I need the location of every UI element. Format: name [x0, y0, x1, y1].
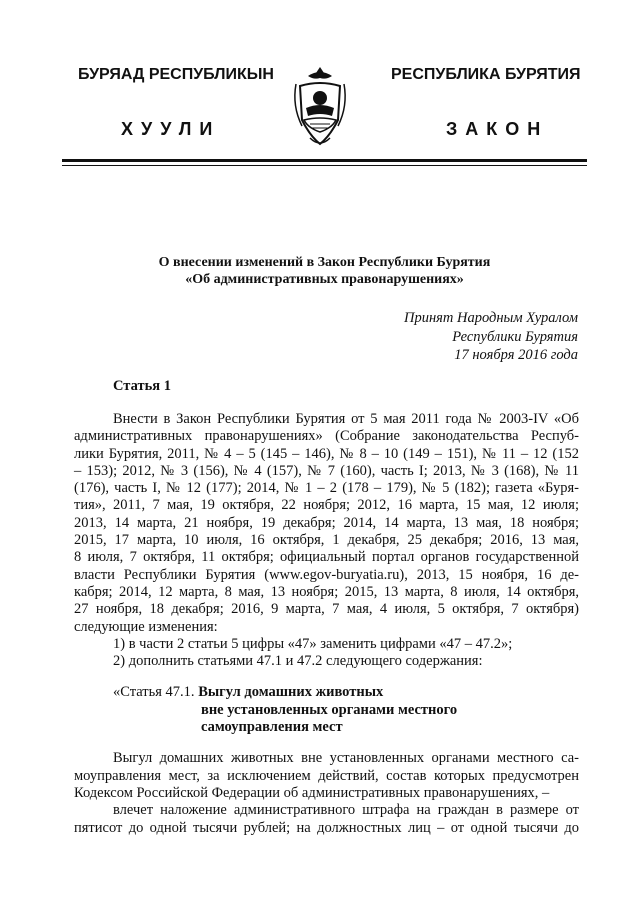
paragraph-line: лики Бурятия, 2011, № 4 – 5 (145 – 146), № 8 – 10 (149 – 151), № 11 – 12 (152: [74, 445, 579, 462]
paragraph-line: кабря; 2014, 12 марта, 8 мая, 13 ноября; 2015, 13 марта, 8 июля, 14 октября,: [74, 583, 579, 600]
inserted-paragraph-line: влечет наложение административного штрафа на граждан в размере от: [113, 802, 579, 819]
header-left-doc-type: ХУУЛИ: [121, 119, 221, 139]
inserted-paragraph-line: Выгул домашних животных вне установленных органами местного са-: [113, 750, 579, 767]
adoption-line-1: Принят Народным Хуралом: [403, 310, 578, 326]
paragraph-line: (176), часть I, № 12 (177); 2014, № 1 – 2 (178 – 179), № 5 (182); газета «Буря-: [74, 480, 579, 497]
inserted-article-title-3: самоуправления мест: [201, 719, 343, 736]
inserted-paragraph-line: пятисот до одной тысячи рублей; на должностных лиц – от одной тысячи до: [74, 819, 579, 836]
header-rule-thin: [62, 165, 587, 166]
paragraph-line: 2013, 14 марта, 21 ноября, 19 декабря; 2014, 14 марта, 13 мая, 18 ноября;: [74, 514, 579, 531]
republic-of-buryatia-emblem-icon: [286, 62, 354, 152]
inserted-article-number: «Статья 47.1.: [113, 684, 195, 701]
adoption-line-2: Республики Бурятия: [452, 329, 578, 345]
paragraph-line: 2015, 17 марта, 10 июля, 16 октября, 1 декабря, 25 декабря; 2016, 13 мая,: [74, 532, 579, 549]
header-right-doc-type: ЗАКОН: [446, 119, 549, 139]
article-body: [74, 411, 579, 837]
adoption-date: 17 ноября 2016 года: [454, 347, 578, 363]
paragraph-line: тия», 2011, 7 мая, 19 октября, 22 ноября; 2012, 16 марта, 15 мая, 12 июля;: [74, 497, 579, 514]
amendment-item-1: 1) в части 2 статьи 5 цифры «47» заменить цифрами «47 – 47.2»;: [113, 635, 513, 652]
paragraph-line: 27 ноября, 18 декабря; 2016, 9 марта, 7 мая, 4 июля, 5 октября, 7 октября): [74, 601, 579, 618]
header-right-title: РЕСПУБЛИКА БУРЯТИЯ: [391, 66, 581, 83]
inserted-paragraph-line: моуправления мест, за исключением действий, состав которых предусмотрен: [74, 767, 579, 784]
law-title-line-1: О внесении изменений в Закон Республики Бурятия: [158, 255, 491, 270]
article-heading: Статья 1: [113, 378, 171, 394]
amendment-item-2: 2) дополнить статьями 47.1 и 47.2 следующего содержания:: [113, 653, 483, 670]
paragraph-line: следующие изменения:: [74, 618, 218, 635]
inserted-paragraph-line: Кодексом Российской Федерации об административных правонарушениях, –: [74, 784, 550, 801]
header-left-title: БУРЯАД РЕСПУБЛИКЫН: [78, 66, 274, 83]
inserted-article-heading: [74, 684, 579, 701]
paragraph-line: власти Республики Бурятия (www.egov-buryatia.ru), 2013, 15 ноября, 16 де-: [74, 566, 579, 583]
paragraph-line: – 153); 2012, № 3 (156), № 4 (157), № 7 (160), часть I; 2013, № 3 (168), № 11: [74, 462, 579, 479]
paragraph-line: административных правонарушениях» (Собрание законодательства Респуб-: [74, 428, 579, 445]
spacer: [74, 670, 579, 684]
spacer: [74, 736, 579, 750]
paragraph-line: 8 июля, 7 октября, 11 октября; официальный портал органов государственной: [74, 549, 579, 566]
law-title-line-2: «Об административных правонарушениях»: [185, 272, 464, 287]
inserted-article-title-1: Выгул домашних животных: [198, 684, 384, 701]
inserted-article-title-2: вне установленных органами местного: [201, 701, 458, 718]
paragraph-line: Внести в Закон Республики Бурятия от 5 мая 2011 года № 2003-IV «Об: [113, 411, 579, 427]
header-rule-thick: [62, 159, 587, 162]
